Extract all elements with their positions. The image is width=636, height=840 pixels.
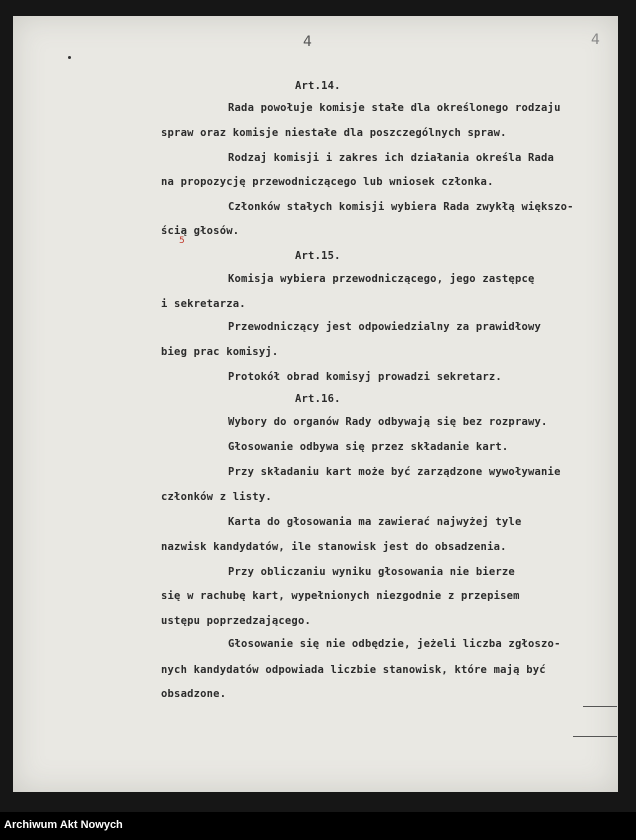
text-line: Przy składaniu kart może być zarządzone wywoływanie bbox=[228, 466, 561, 478]
text-line: Członków stałych komisji wybiera Rada zwykłą większo- bbox=[228, 201, 574, 213]
red-annotation-mark: 5 bbox=[179, 236, 185, 246]
text-line: spraw oraz komisje niestałe dla poszczególnych spraw. bbox=[161, 127, 507, 139]
heading-art-16: Art.16. bbox=[295, 393, 341, 405]
archive-footer bbox=[0, 812, 636, 840]
heading-art-15: Art.15. bbox=[295, 250, 341, 262]
text-line: ustępu poprzedzającego. bbox=[161, 615, 311, 627]
text-line: Karta do głosowania ma zawierać najwyżej tyle bbox=[228, 516, 522, 528]
page-number: 4 bbox=[303, 34, 312, 50]
ink-dot bbox=[68, 56, 71, 59]
text-line: się w rachubę kart, wypełnionych niezgodnie z przepisem bbox=[161, 590, 520, 602]
heading-art-14: Art.14. bbox=[295, 80, 341, 92]
text-line: Głosowanie się nie odbędzie, jeżeli liczba zgłoszo- bbox=[228, 638, 561, 650]
text-line: Przewodniczący jest odpowiedzialny za prawidłowy bbox=[228, 321, 542, 333]
text-line: Przy obliczaniu wyniku głosowania nie bierze bbox=[228, 566, 515, 578]
text-line: nych kandydatów odpowiada liczbie stanowisk, które mają być bbox=[161, 664, 546, 676]
text-line: bieg prac komisyj. bbox=[161, 346, 279, 358]
text-line: Głosowanie odbywa się przez składanie kart. bbox=[228, 441, 509, 453]
archive-name: Archiwum Akt Nowych bbox=[4, 819, 123, 831]
corner-page-number: 4 bbox=[591, 32, 600, 48]
text-line: nazwisk kandydatów, ile stanowisk jest do obsadzenia. bbox=[161, 541, 507, 553]
text-line: na propozycję przewodniczącego lub wniosek członka. bbox=[161, 176, 494, 188]
text-line: członków z listy. bbox=[161, 491, 272, 503]
text-line: i sekretarza. bbox=[161, 298, 246, 310]
text-line: Rodzaj komisji i zakres ich działania określa Rada bbox=[228, 152, 555, 164]
text-line: ścią głosów. bbox=[161, 225, 240, 237]
document-page bbox=[13, 16, 618, 792]
text-line: Wybory do organów Rady odbywają się bez rozprawy. bbox=[228, 416, 548, 428]
text-line: Rada powołuje komisje stałe dla określonego rodzaju bbox=[228, 102, 561, 114]
text-line: obsadzone. bbox=[161, 688, 227, 700]
ruler-tick bbox=[583, 706, 617, 707]
text-line: Komisja wybiera przewodniczącego, jego zastępcę bbox=[228, 273, 535, 285]
ruler-tick bbox=[573, 736, 617, 737]
text-line: Protokół obrad komisyj prowadzi sekretarz. bbox=[228, 371, 502, 383]
